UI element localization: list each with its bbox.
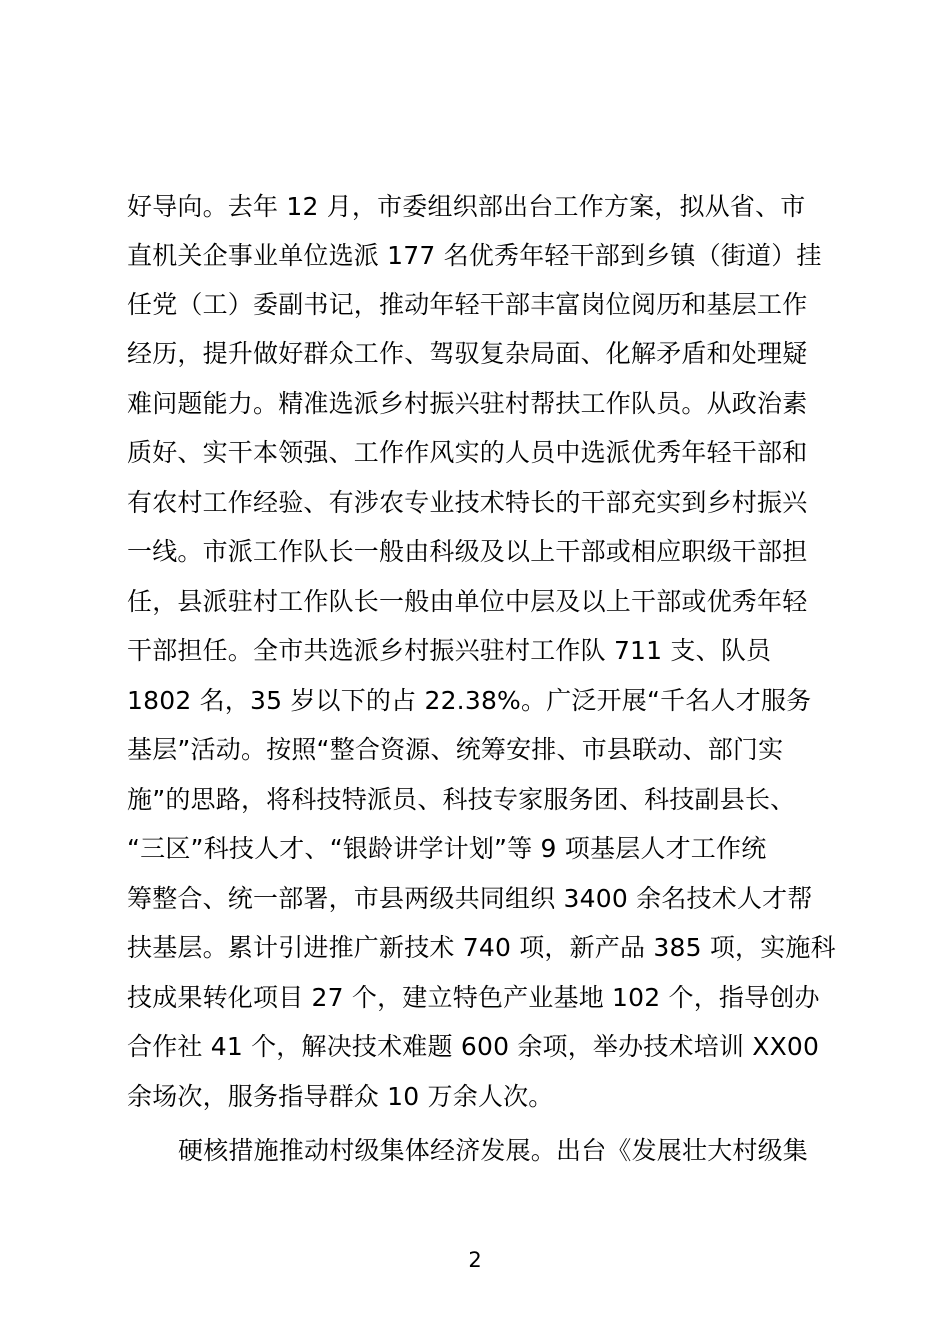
- text-line: 任，县派驻村工作队长一般由单位中层及以上干部或优秀年轻: [127, 587, 808, 616]
- text-line: 基层”活动。按照“整合资源、统筹安排、市县联动、部门实: [127, 735, 784, 764]
- text-line: 一线。市派工作队长一般由科级及以上干部或相应职级干部担: [127, 537, 808, 566]
- page-number: 2: [468, 1248, 482, 1272]
- text-line: 直机关企事业单位选派 177 名优秀年轻干部到乡镇（街道）挂: [127, 241, 822, 270]
- text-line: 技成果转化项目 27 个，建立特色产业基地 102 个，指导创办: [127, 983, 820, 1012]
- text-line: 有农村工作经验、有涉农专业技术特长的干部充实到乡村振兴: [127, 488, 808, 517]
- text-line: 难问题能力。精准选派乡村振兴驻村帮扶工作队员。从政治素: [127, 389, 808, 418]
- text-line: 质好、实干本领强、工作作风实的人员中选派优秀年轻干部和: [127, 438, 808, 467]
- text-line: 1802 名，35 岁以下的占 22.38%。广泛开展“千名人才服务: [127, 686, 812, 715]
- text-line: 施”的思路，将科技特派员、科技专家服务团、科技副县长、: [127, 785, 796, 814]
- text-line: 扶基层。累计引进推广新技术 740 项，新产品 385 项，实施科: [127, 933, 836, 962]
- paragraph-first-line: 硬核措施推动村级集体经济发展。出台《发展壮大村级集: [178, 1136, 809, 1165]
- text-line: 经历，提升做好群众工作、驾驭复杂局面、化解矛盾和处理疑: [127, 339, 808, 368]
- text-line: 筹整合、统一部署，市县两级共同组织 3400 余名技术人才帮: [127, 884, 813, 913]
- text-line: 任党（工）委副书记，推动年轻干部丰富岗位阅历和基层工作: [127, 290, 808, 319]
- text-line: 干部担任。全市共选派乡村振兴驻村工作队 711 支、队员: [127, 636, 772, 665]
- text-line: “三区”科技人才、“银龄讲学计划”等 9 项基层人才工作统: [127, 834, 767, 863]
- text-line: 好导向。去年 12 月，市委组织部出台工作方案，拟从省、市: [127, 192, 806, 221]
- text-line: 合作社 41 个，解决技术难题 600 余项，举办技术培训 XX00: [127, 1032, 820, 1061]
- text-line: 余场次，服务指导群众 10 万余人次。: [127, 1082, 554, 1111]
